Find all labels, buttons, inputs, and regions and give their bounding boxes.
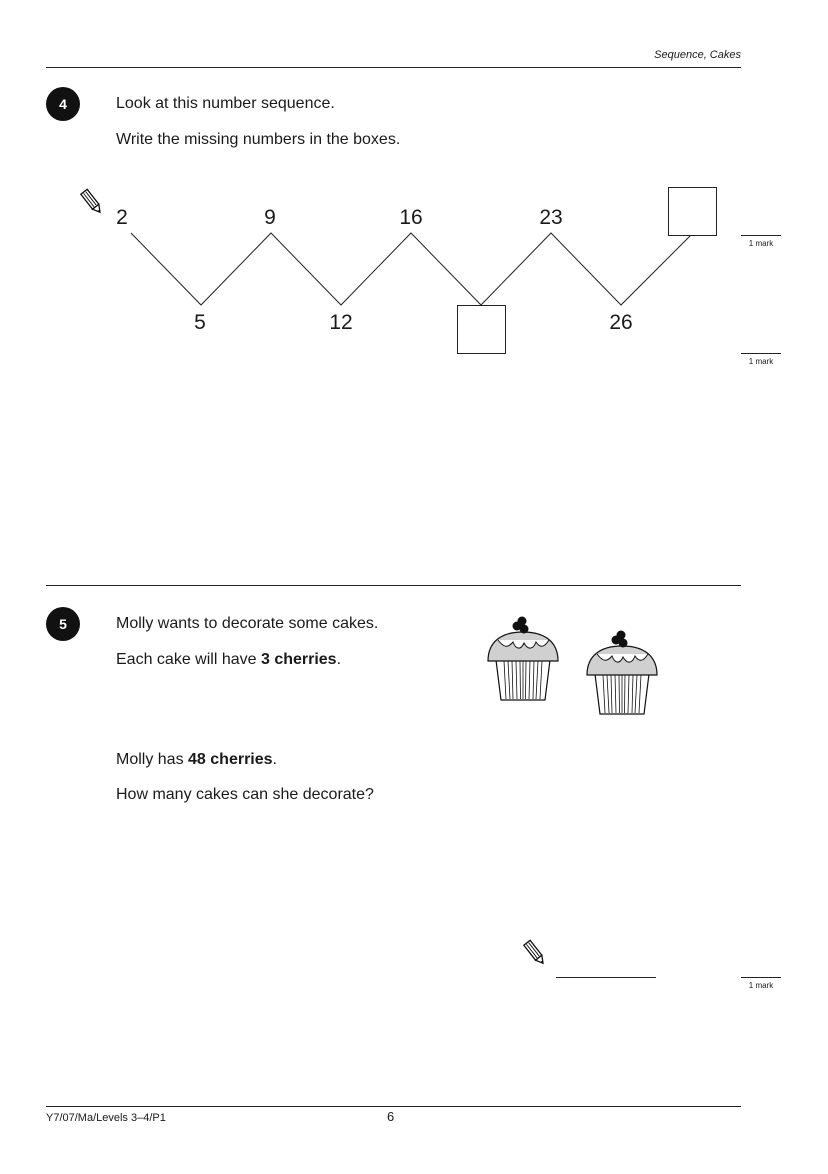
sequence-term-4: 12: [329, 311, 353, 334]
sequence-term-2: 5: [194, 311, 206, 334]
text-span: Each cake will have: [116, 651, 261, 668]
answer-line-q5[interactable]: [556, 977, 656, 978]
sequence-term-8: 26: [609, 311, 633, 334]
mark-box-q5: [741, 977, 781, 990]
cupcake-illustration: [585, 628, 660, 718]
footer-rule: [46, 1106, 741, 1107]
pencil-icon: [523, 938, 547, 968]
mark-label: 1 mark: [748, 357, 774, 366]
header-topic: Sequence, Cakes: [654, 49, 741, 61]
question-4-line-1: Look at this number sequence.: [116, 95, 335, 112]
question-5-line-1: Molly wants to decorate some cakes.: [116, 615, 379, 632]
answer-box-term-9[interactable]: [668, 187, 717, 236]
question-5-line-2: [116, 651, 341, 669]
text-span: .: [336, 651, 342, 668]
mark-label: 1 mark: [748, 239, 774, 248]
text-span: .: [272, 751, 277, 768]
sequence-term-3: 9: [264, 206, 276, 229]
answer-box-term-6[interactable]: [457, 305, 506, 354]
cupcake-illustration: [486, 614, 561, 704]
question-5-line-3: [116, 751, 277, 769]
sequence-term-7: 23: [539, 206, 563, 229]
mark-box-q4b: [741, 353, 781, 366]
question-5-line-4: How many cakes can she decorate?: [116, 786, 374, 803]
mark-box-q4a: [741, 235, 781, 248]
footer-code: Y7/07/Ma/Levels 3–4/P1: [46, 1112, 166, 1124]
question-5-number: 5: [46, 607, 80, 641]
question-4-number: 4: [46, 87, 80, 121]
question-4-line-2: Write the missing numbers in the boxes.: [116, 131, 401, 148]
question-divider: [46, 585, 741, 586]
bold-text: 3 cherries: [260, 651, 337, 668]
bold-text: 48 cherries: [188, 751, 273, 768]
mark-label: 1 mark: [748, 981, 774, 990]
sequence-term-5: 16: [399, 206, 423, 229]
page-number: 6: [387, 1109, 395, 1124]
sequence-term-1: 2: [116, 206, 128, 229]
text-span: Molly has: [116, 751, 189, 768]
